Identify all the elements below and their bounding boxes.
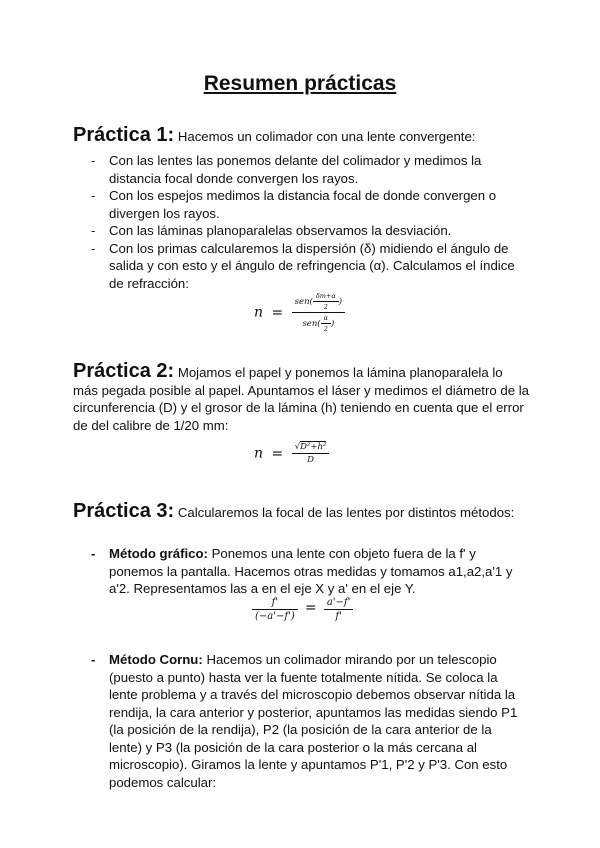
formula-num-func: sen( [294, 297, 313, 307]
practica-1-header [73, 124, 529, 146]
formula-right-fraction [324, 597, 354, 622]
practica-1-heading: Práctica 1: [73, 124, 175, 146]
list-item: - Con las lentes las ponemos delante del colimador y medimos la distancia focal donde convergen los rayos. [91, 152, 523, 187]
formula-refraction-prism [254, 292, 345, 333]
formula-lhs: n [254, 445, 264, 462]
formula-num-close: ) [338, 297, 343, 307]
list-item: - Con los primas calcularemos la dispersión (δ) midiendo el ángulo de salida y con esto y el ángulo de refringencia (α). Calculamos el índice de refracción: [91, 240, 523, 293]
method-grafico-name: Método gráfico: [109, 546, 208, 561]
sqrt-icon: √ [294, 442, 301, 452]
formula-left-den: (−a'−f') [255, 611, 295, 622]
formula-inner-num: δm+α [313, 292, 339, 302]
method-cornu-text: Hacemos un colimador mirando por un telescopio (puesto a punto) hasta ver la fuente totalmente nítida. Se coloca la lente problema y a través del microscopio debemos observar nítida la rendija, la cara anterior y posterior, apuntamos las medidas siendo P1 (la posición de la rendija), P2 (la posición de la cara anterior de la lente) y P3 (la posición de la cara posterior o la más cercana al microscopio). Giramos la lente y apuntamos P'1, P'2 y P'3. Con esto podemos calcular: [109, 652, 518, 790]
formula-denominator [292, 313, 345, 333]
formula-inner-den: 2 [323, 303, 328, 311]
practica-3-header [73, 500, 529, 522]
practica-3-method-2 [91, 651, 527, 791]
formula-eq: = [304, 600, 317, 616]
practica-2-block [73, 360, 529, 434]
formula-inner-num-2: α [321, 314, 331, 324]
list-item [91, 545, 523, 598]
formula-right-den: f' [335, 611, 342, 622]
formula-refraction-lamina [254, 442, 329, 465]
practica-3-heading: Práctica 3: [73, 500, 175, 522]
formula-numerator [292, 442, 330, 454]
method-cornu-name: Método Cornu: [109, 652, 203, 667]
formula-left-num: f' [252, 597, 298, 610]
practica-2-text: Mojamos el papel y ponemos la lámina planoparalela lo más pegada posible al papel. Apuntamos el láser y medimos el diámetro de la circunferencia (D) y el grosor de la lámina (h) teniendo en cuenta que el error de del calibre de 1/20 mm: [73, 365, 529, 433]
practica-2-heading: Práctica 2: [73, 360, 175, 382]
formula-fraction [292, 292, 345, 333]
document-title: Resumen prácticas [203, 72, 397, 95]
list-item: - Con los espejos medimos la distancia focal de donde convergen o divergen los rayos. [91, 187, 523, 222]
formula-eq: = [271, 445, 284, 462]
formula-numerator [292, 292, 345, 313]
formula-inner-fraction [313, 292, 339, 311]
formula-right-num: a'−f' [324, 597, 354, 610]
formula-lhs: n [254, 304, 264, 321]
formula-inner-den-2: 2 [323, 325, 328, 333]
formula-den-close: ) [331, 319, 335, 329]
practica-1-intro: Hacemos un colimador con una lente convergente: [177, 129, 476, 144]
method-grafico-text: Ponemos una lente con objeto fuera de la f' y ponemos la pantalla. Hacemos otras medidas y tomamos a1,a2,a'1 y a'2. Representamos las a en el eje X y a' en el eje Y. [109, 546, 513, 596]
list-item [91, 651, 527, 791]
formula-inner-fraction-2 [321, 314, 331, 333]
formula-eq: = [271, 304, 284, 321]
formula-radicand: D²+h² [300, 442, 327, 452]
formula-den-func: sen( [302, 319, 321, 329]
practica-1-list [91, 152, 523, 292]
list-item: - Con las láminas planoparalelas observamos la desviación. [91, 222, 523, 240]
formula-left-fraction [252, 597, 298, 622]
formula-lens-graphic [252, 597, 353, 622]
formula-fraction [292, 442, 330, 465]
practica-3-method-1 [91, 545, 523, 598]
practica-3-intro: Calcularemos la focal de las lentes por distintos métodos: [177, 505, 515, 520]
formula-denominator: D [307, 455, 314, 465]
